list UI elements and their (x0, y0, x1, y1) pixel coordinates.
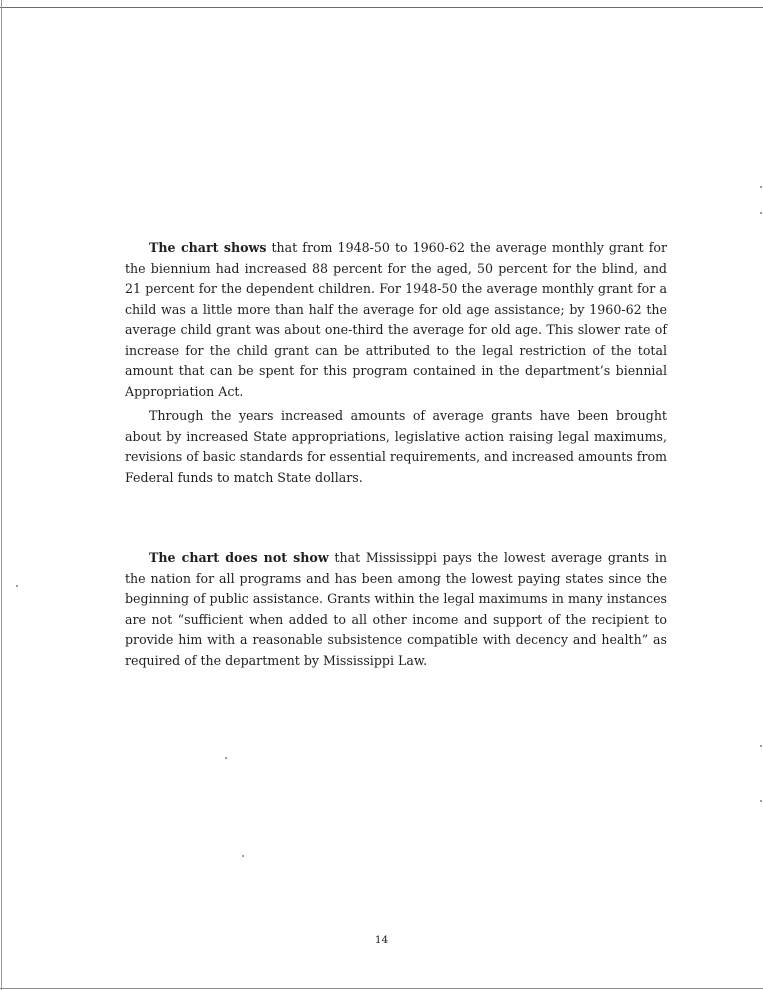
paragraph-chart-does-not-show (125, 548, 667, 671)
bottom-border-line (0, 988, 763, 989)
paragraph-increases (125, 406, 667, 488)
left-border-line (1, 0, 2, 990)
scan-speck (225, 757, 227, 759)
scan-speck (16, 585, 18, 587)
paragraph-body: that Mississippi pays the lowest average grants in the nation for all programs and has been among the lowest paying states since the beginning of public assistance. Grants within the legal maximums in many instances are not “sufficient when added to all other income and support of the recipient to provide him with a reasonable subsistence compatible with decency and health” as required of the department by Mississippi Law. (125, 550, 667, 668)
scan-speck (760, 800, 762, 802)
scan-speck (760, 745, 762, 747)
paragraph-chart-shows (125, 238, 667, 402)
paragraph-body: that from 1948-50 to 1960-62 the average monthly grant for the biennium had increased 88 percent for the aged, 50 percent for the blind, and 21 percent for the dependent children. For 1948-50 the average monthly grant for a child was a little more than half the average for old age assistance; by 1960-62 the average child grant was about one-third the average for old age. This slower rate of increase for the child grant can be attributed to the legal restriction of the total amount that can be spent for this program contained in the department’s biennial Appropriation Act. (125, 240, 667, 399)
page-number: 14 (374, 934, 389, 946)
scan-speck (760, 212, 762, 214)
paragraph-lead: The chart does not show (149, 550, 329, 565)
paragraph-body: Through the years increased amounts of average grants have been brought about by increased State appropriations, legislative action raising legal maximums, revisions of basic standards for essential requirements, and increased amounts from Federal funds to match State dollars. (125, 408, 667, 485)
scan-speck (760, 186, 762, 188)
paragraph-lead: The chart shows (149, 240, 267, 255)
scan-speck (242, 855, 244, 857)
top-border-line (0, 7, 763, 8)
